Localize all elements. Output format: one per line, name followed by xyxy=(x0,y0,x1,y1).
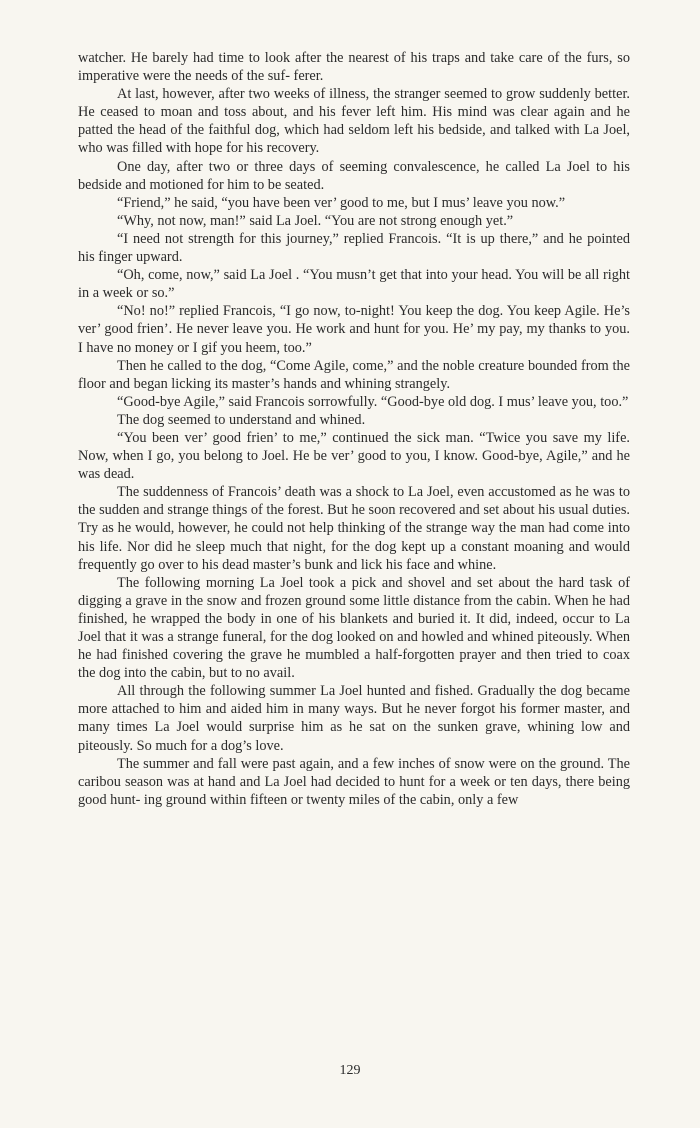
paragraph: The summer and fall were past again, and a few inches of snow were on the ground. The caribou season was at hand and La Joel had decided to hunt for a week or ten days, there being good hunt- ing ground within fifteen or twenty miles of the cabin, only a few xyxy=(78,755,630,808)
paragraph: “Good-bye Agile,” said Francois sorrowfully. “Good-bye old dog. I mus’ leave you, too.” xyxy=(117,393,629,410)
paragraph: “No! no!” replied Francois, “I go now, to-night! You keep the dog. You keep Agile. He’s ver’ good frien’. He never leave you. He work and hunt for you. He’ my pay, my thanks to you. I have no money or I gif you heem, too.” xyxy=(78,303,630,356)
paragraph: One day, after two or three days of seeming convalescence, he called La Joel to his bedside and motioned for him to be seated. xyxy=(78,158,630,193)
paragraph: “You been ver’ good frien’ to me,” continued the sick man. “Twice you save my life. Now, when I go, you belong to Joel. He be ver’ good to you, I know. Good-bye, Agile,” and he was dead. xyxy=(78,429,630,483)
page-number: 129 xyxy=(339,1063,361,1078)
paragraph: “Why, not now, man!” said La Joel. “You are not strong enough yet.” xyxy=(117,212,514,229)
paragraph: watcher. He barely had time to look after the nearest of his traps and take care of the furs, so imperative were the needs of the suf- ferer. xyxy=(78,50,630,85)
paragraph: At last, however, after two weeks of illness, the stranger seemed to grow suddenly better. He ceased to moan and toss about, and his fever left him. His mind was clear again and he patted the head of the faithful dog, which had seldom left his bedside, and talked with La Joel, who was filled with hope for his recovery. xyxy=(78,86,630,157)
paragraph: The following morning La Joel took a pick and shovel and set about the hard task of digging a grave in the snow and frozen ground some little distance from the cabin. When he had finished, he wrapped the body in one of his blankets and buried it. It did, indeed, occur to La Joel that it was a strange funeral, for the dog looked on and howled and whined piteously. When he had finished covering the grave he mumbled a half-forgotten prayer and then tried to coax the dog into the cabin, but to no avail. xyxy=(78,574,630,682)
paragraph: The suddenness of Francois’ death was a shock to La Joel, even accustomed as he was to the sudden and strange things of the forest. But he soon recovered and set about his usual duties. Try as he would, however, he could not help thinking of the strange way the man had come into his life. Nor did he sleep much that night, for the dog kept up a constant moaning and would frequently go over to his dead master’s bunk and lick his face and whine. xyxy=(78,484,630,573)
paragraph: The dog seemed to understand and whined. xyxy=(117,411,366,428)
paragraph: “Oh, come, now,” said La Joel . “You musn’t get that into your head. You will be all right in a week or so.” xyxy=(78,267,630,302)
paragraph: Then he called to the dog, “Come Agile, come,” and the noble creature bounded from the floor and began licking its master’s hands and whining strangely. xyxy=(78,357,630,392)
paragraph: “I need not strength for this journey,” replied Francois. “It is up there,” and he pointed his finger upward. xyxy=(78,230,630,266)
paragraph: All through the following summer La Joel hunted and fished. Gradually the dog became more attached to him and aided him in many ways. But he never forgot his former master, and many times La Joel would surprise him as he sat on the sunken grave, whining low and piteously. So much for a dog’s love. xyxy=(78,683,630,754)
body-text xyxy=(78,49,630,809)
paragraph: “Friend,” he said, “you have been ver’ good to me, but I mus’ leave you now.” xyxy=(117,194,566,211)
